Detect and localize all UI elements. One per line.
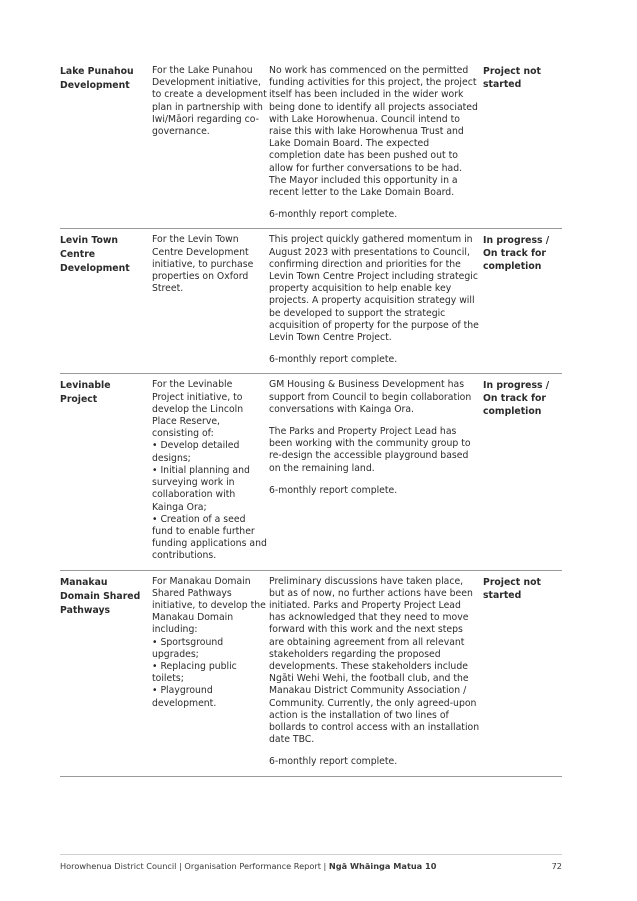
comment-paragraph: This project quickly gathered momentum in August 2023 with presentations to Council, confirming direction and priorities for the Levin Town Centre Project including strategic property acquisition to help enable key projects. A property acquisition strategy will be developed to support the strategic acquisition of property for the purpose of the Levin Town Centre Project. — [269, 234, 479, 344]
status-label: Project not started — [483, 66, 541, 90]
comment-paragraph: 6-monthly report complete. — [269, 484, 398, 496]
progress-comments — [269, 576, 483, 769]
progress-comments — [269, 65, 483, 221]
footer-org: Horowhenua District Council | Organisation Performance Report | — [60, 861, 329, 871]
progress-comments — [269, 379, 483, 562]
page-number: 72 — [551, 861, 562, 871]
initiative-bullet: • Creation of a seed fund to enable further funding applications and contributions. — [152, 513, 267, 562]
initiative-description — [152, 576, 269, 769]
initiative-bullet: • Playground development. — [152, 685, 217, 709]
initiative-description — [152, 379, 269, 562]
project-name: Lake Punahou Development — [60, 66, 134, 91]
comment-paragraph: The Parks and Property Project Lead has been working with the community group to re-design the accessible playground based on the remaining land. — [269, 426, 471, 474]
table-row — [60, 60, 562, 229]
footer-title — [60, 861, 436, 871]
footer-section: Ngā Whāinga Matua 10 — [328, 861, 437, 871]
report-table — [60, 60, 562, 777]
initiative-intro: For Manakau Domain Shared Pathways initiative, to develop the Manakau Domain including: — [152, 575, 266, 636]
table-row — [60, 374, 562, 570]
project-name: Levin Town Centre Development — [60, 235, 130, 275]
initiative-bullet: • Initial planning and surveying work in collaboration with Kainga Ora; — [152, 464, 250, 513]
initiative-bullet: • Replacing public toilets; — [152, 660, 237, 685]
comment-paragraph: 6-monthly report complete. — [269, 756, 398, 768]
table-row — [60, 571, 562, 777]
initiative-bullet: • Sportsground upgrades; — [152, 636, 224, 660]
status-label: Project not started — [483, 576, 541, 601]
initiative-intro: For the Levinable Project initiative, to develop the Lincoln Place Reserve, consisting of: — [152, 379, 244, 440]
project-name: Levinable Project — [60, 380, 111, 406]
initiative-description: For the Levin Town Centre Development initiative, to purchase properties on Oxford Street. — [152, 234, 254, 295]
comment-paragraph: 6-monthly report complete. — [269, 209, 398, 221]
status-label: In progress / On track for completion — [483, 235, 550, 273]
progress-comments — [269, 234, 483, 366]
initiative-description: For the Lake Punahou Development initiative, to create a development plan in partnership with Iwi/Māori regarding co-governance. — [152, 65, 267, 138]
initiative-bullet: • Develop detailed designs; — [152, 440, 240, 464]
comment-paragraph: GM Housing & Business Development has support from Council to begin collaboration conversations with Kainga Ora. — [269, 379, 472, 415]
project-name: Manakau Domain Shared Pathways — [60, 576, 141, 616]
status-label: In progress / On track for completion — [483, 380, 550, 418]
page-footer — [60, 854, 562, 871]
comment-paragraph: Preliminary discussions have taken place, but as of now, no further actions have been initiated. Parks and Property Project Lead has acknowledged that they need to move forward with this work and the next steps are obtaining agreement from all relevant stakeholders regarding the proposed developments. These stakeholders include Ngāti Wehi Wehi, the football club, and the Manakau District Community Association / Community. Currently, the only agreed-upon action is the installation of two lines of bollards to control access with an installation date TBC. — [269, 575, 480, 746]
table-row — [60, 229, 562, 374]
comment-paragraph: No work has commenced on the permitted funding activities for this project, the project itself has been included in the wider work being done to identify all projects associated with Lake Horowhenua. Council intend to raise this with lake Horowhenua Trust and Lake Domain Board. The expected completion date has been pushed out to allow for further conversations to be had. The Mayor included this opportunity in a recent letter to the Lake Domain Board. — [269, 65, 478, 199]
comment-paragraph: 6-monthly report complete. — [269, 354, 398, 366]
